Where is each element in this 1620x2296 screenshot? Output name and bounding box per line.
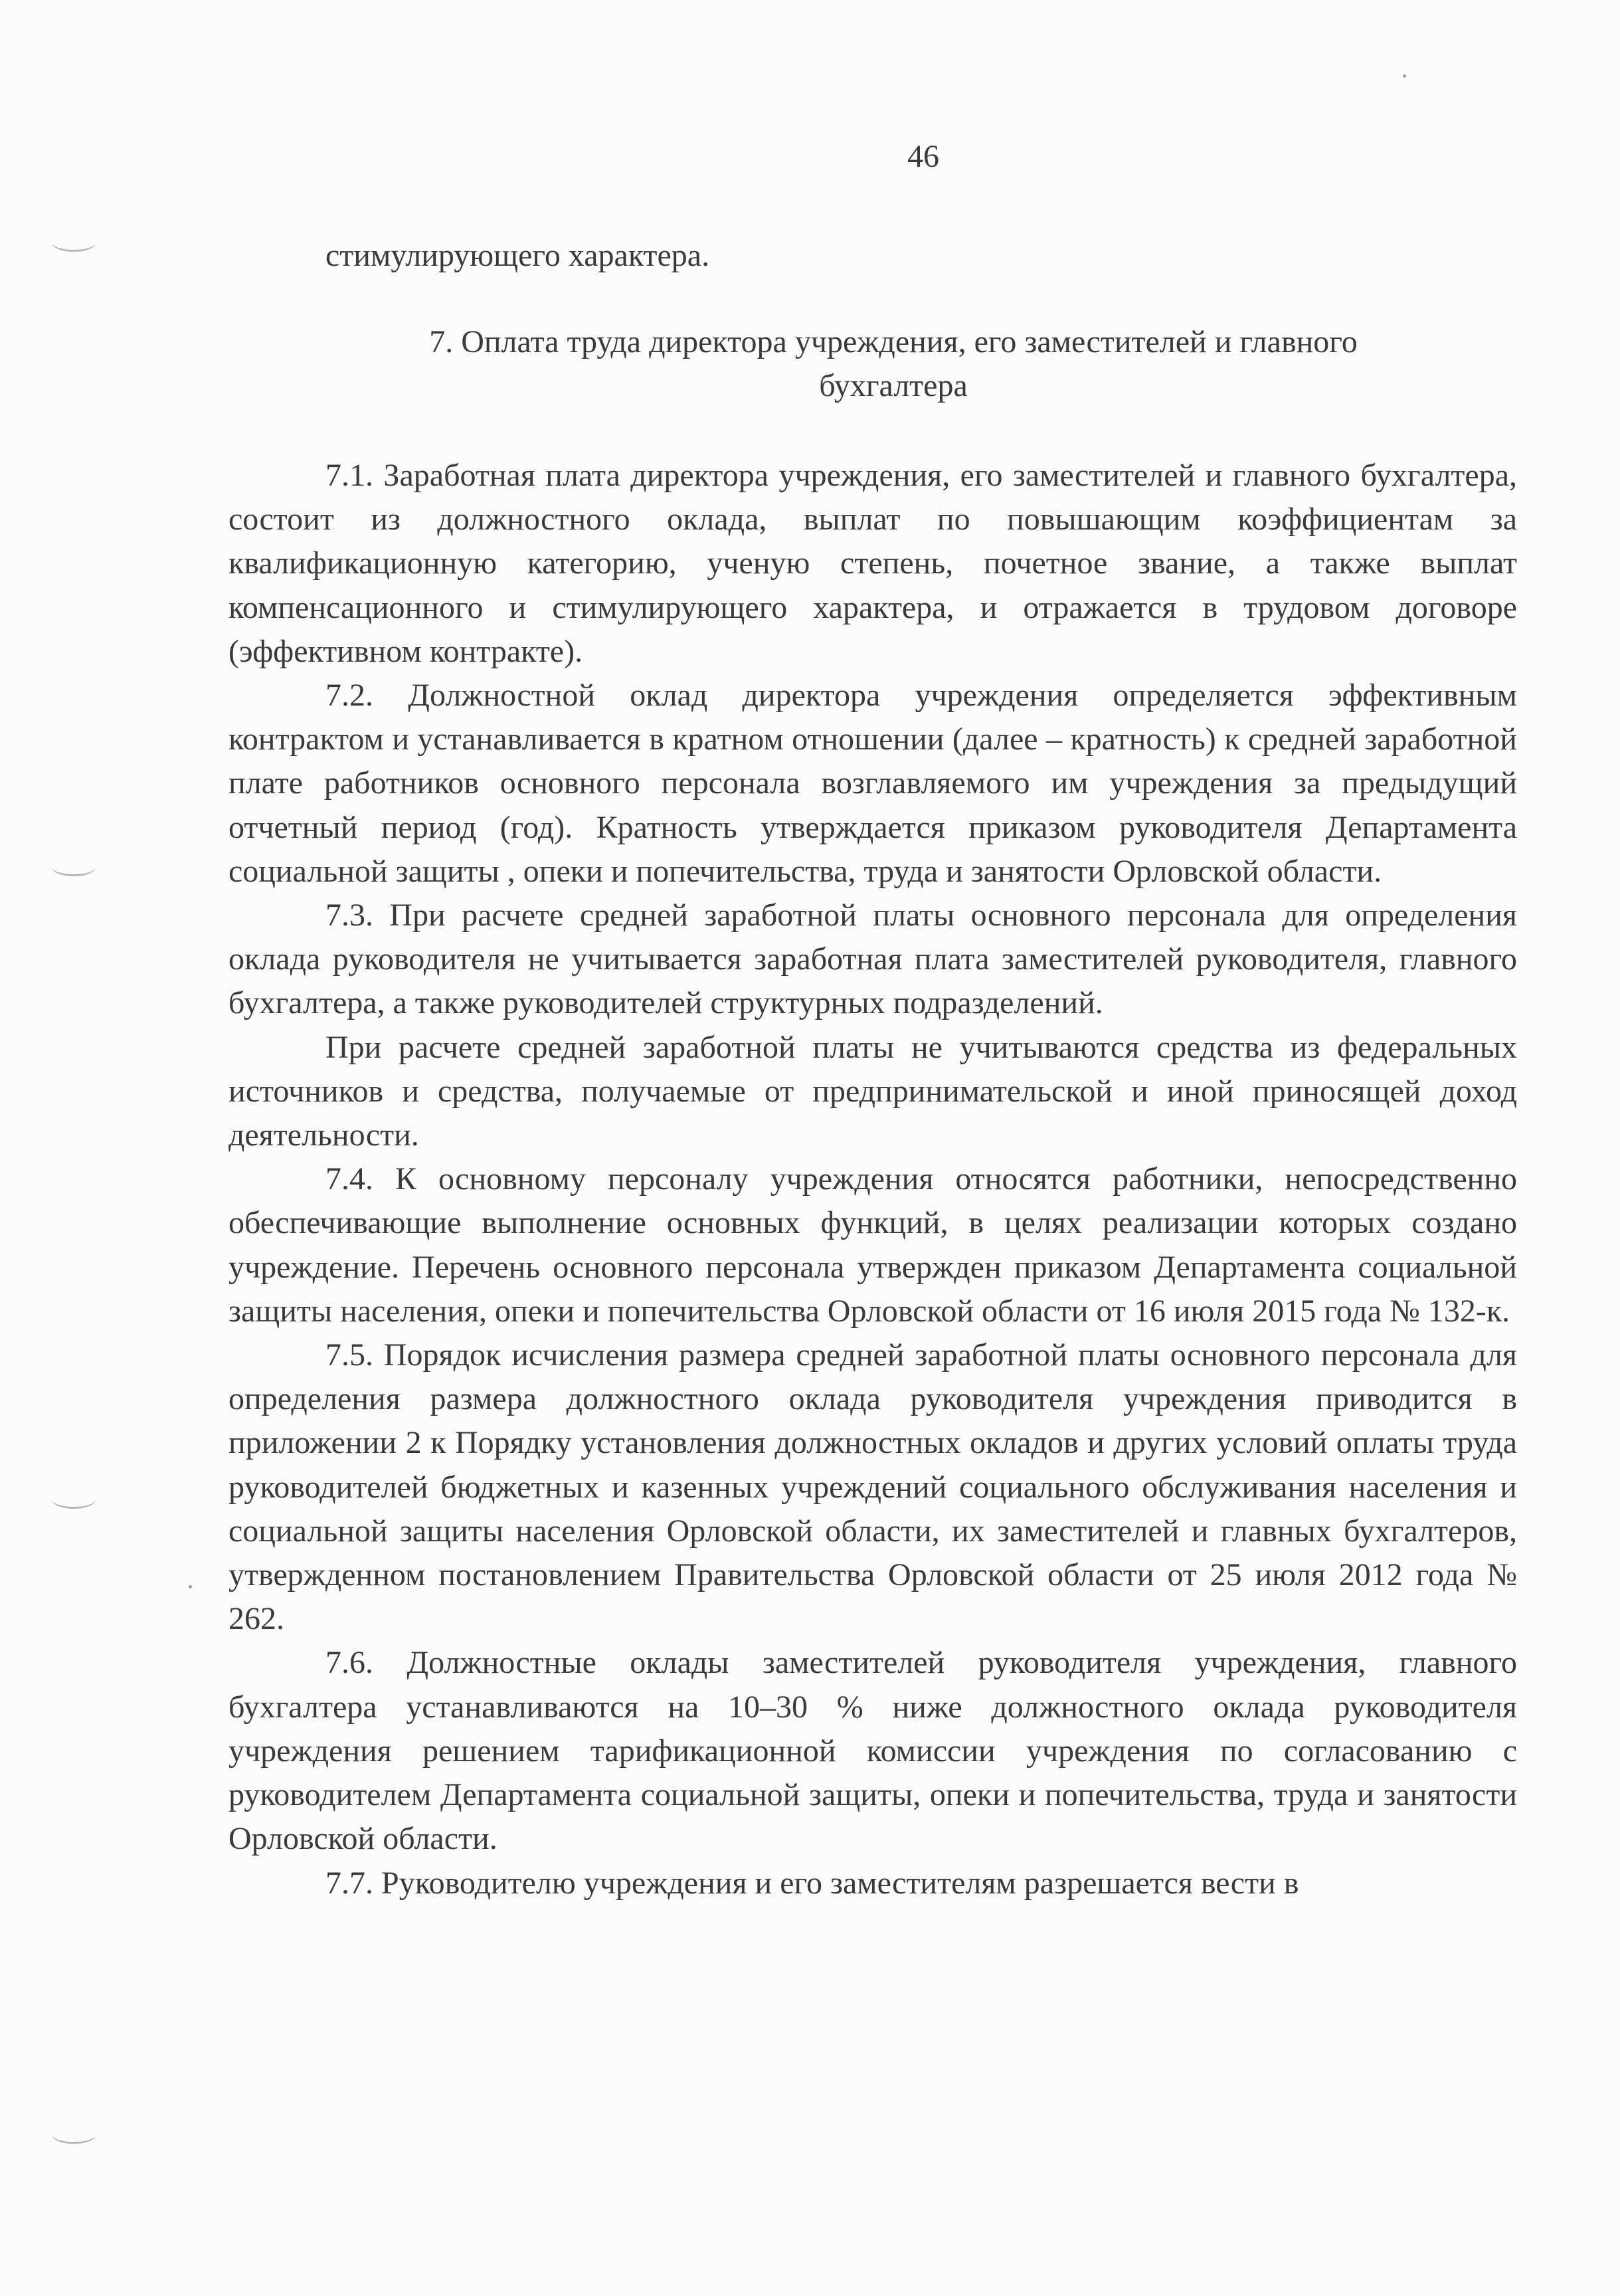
section-body [228,454,1517,1905]
section-heading-line-1: 7. Оплата труда директора учреждения, его заместителей и главного [429,324,1358,359]
paragraph-7-3-cont: При расчете средней заработной платы не учитываются средства из федеральных источников и средства, получаемые от предпринимательской и иной приносящей доход деятельности. [228,1029,1517,1153]
punch-hole-mark [52,1491,96,1509]
paragraph-7-3: 7.3. При расчете средней заработной платы основного персонала для определения оклада руководителя не учитывается заработная плата заместителей руководителя, главного бухгалтера, а также руководителей структурных подразделений. [228,898,1517,1021]
paragraph-7-6: 7.6. Должностные оклады заместителей руководителя учреждения, главного бухгалтера устанавливаются на 10–30 % ниже должностного оклада руководителя учреждения решением тарификационной комиссии учреждения по согласованию с руководителем Департамента социальной защиты, опеки и попечительства, труда и занятости Орловской области. [228,1645,1517,1857]
paragraph-7-7: 7.7. Руководителю учреждения и его заместителям разрешается вести в [325,1865,1299,1901]
paragraph-7-4: 7.4. К основному персоналу учреждения относятся работники, непосредственно обеспечивающие выполнение основных функций, в целях реализации которых создано учреждение. Перечень основного персонала утвержден приказом Департамента социальной защиты населения, опеки и попечительства Орловской области от 16 июля 2015 года № 132-к. [228,1161,1517,1329]
section-heading-line-2: бухгалтера [819,368,968,403]
continuation-text: стимулирующего характера. [325,238,710,273]
punch-hole-mark [52,234,96,252]
paragraph-7-2: 7.2. Должностной оклад директора учреждения определяется эффективным контрактом и устанавливается в кратном отношении (далее – кратность) к средней заработной плате работников основного персонала возглавляемого им учреждения за предыдущий отчетный период (год). Кратность утверждается приказом руководителя Департамента социальной защиты , опеки и попечительства, труда и занятости Орловской области. [228,678,1517,889]
punch-hole-mark [52,2126,96,2144]
paragraph-7-5: 7.5. Порядок исчисления размера средней заработной платы основного персонала для определения размера должностного оклада руководителя учреждения приводится в приложении 2 к Порядку установления должностных окладов и других условий оплаты труда руководителей бюджетных и казенных учреждений социального обслуживания населения и социальной защиты населения Орловской области, их заместителей и главных бухгалтеров, утвержденном постановлением Правительства Орловской области от 25 июля 2012 года № 262. [228,1337,1517,1637]
section-heading [279,320,1508,408]
paragraph-7-1: 7.1. Заработная плата директора учреждения, его заместителей и главного бухгалтера, состоит из должностного оклада, выплат по повышающим коэффициентам за квалификационную категорию, ученую степень, почетное звание, а также выплат компенсационного и стимулирующего характера, и отражается в трудовом договоре (эффективном контракте). [228,458,1517,669]
page-number: 46 [907,139,939,174]
scan-speck [1403,74,1406,78]
punch-hole-mark [52,858,96,876]
scan-speck [189,1585,192,1588]
